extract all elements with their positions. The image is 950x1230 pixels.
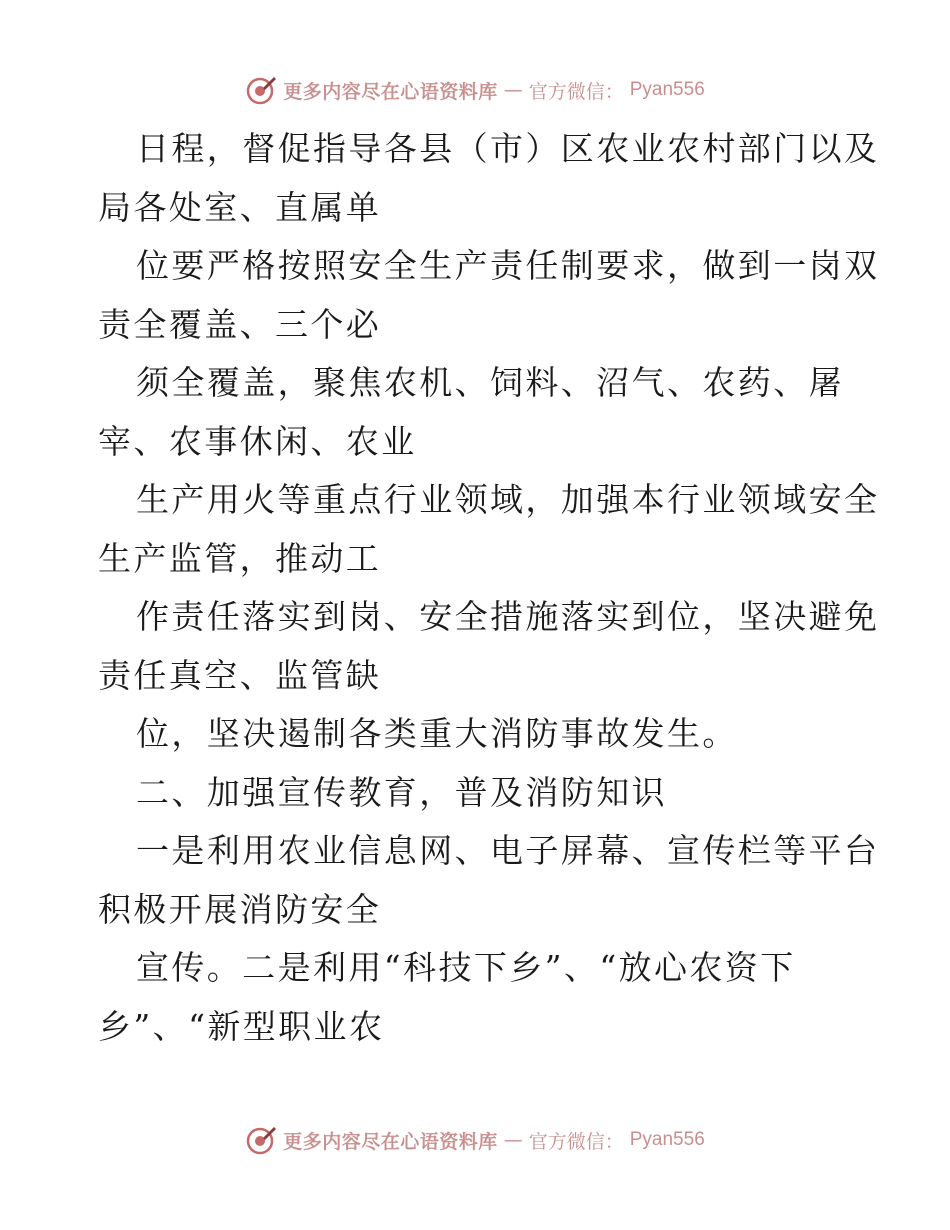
watermark-header — [0, 74, 950, 106]
text-line: 责任真空、监管缺 — [98, 655, 382, 695]
body-text — [98, 120, 880, 1056]
text-line: 生产监管，推动工 — [98, 538, 382, 578]
brush-logo-icon — [245, 74, 277, 106]
text-line: 局各处室、直属单 — [98, 187, 382, 227]
watermark-footer — [0, 1124, 950, 1156]
text-line: 一是利用农业信息网、电子屏幕、宣传栏等平台 — [136, 831, 880, 870]
text-line: 须全覆盖，聚焦农机、饲料、沼气、农药、屠 — [136, 363, 844, 402]
watermark-wechat-id: Pyan556 — [629, 1129, 705, 1150]
text-line: 日程，督促指导各县（市）区农业农村部门以及 — [136, 129, 880, 168]
watermark-dash: — — [503, 79, 523, 101]
watermark-sub-text: 官方微信： — [528, 80, 624, 103]
watermark-wechat-id: Pyan556 — [629, 79, 705, 100]
watermark-main-text: 更多内容尽在心语资料库 — [283, 1130, 498, 1153]
watermark-dash: — — [503, 1129, 523, 1151]
text-line: 宰、农事休闲、农业 — [98, 421, 417, 461]
watermark-sub-text: 官方微信： — [528, 1130, 624, 1153]
text-line: 位要严格按照安全生产责任制要求，做到一岗双 — [136, 246, 880, 285]
text-line: 作责任落实到岗、安全措施落实到位，坚决避免 — [136, 597, 880, 636]
text-line: 宣传。二是利用“科技下乡”、“放心农资下 — [136, 948, 796, 987]
text-line: 位，坚决遏制各类重大消防事故发生。 — [136, 714, 738, 753]
watermark-main-text: 更多内容尽在心语资料库 — [283, 80, 498, 103]
text-line: 积极开展消防安全 — [98, 889, 382, 929]
text-line: 生产用火等重点行业领域，加强本行业领域安全 — [136, 480, 880, 519]
text-line: 二、加强宣传教育，普及消防知识 — [136, 772, 667, 812]
text-line: 责全覆盖、三个必 — [98, 304, 382, 344]
brush-logo-icon — [245, 1124, 277, 1156]
text-line: 乡”、“新型职业农 — [98, 1006, 385, 1046]
